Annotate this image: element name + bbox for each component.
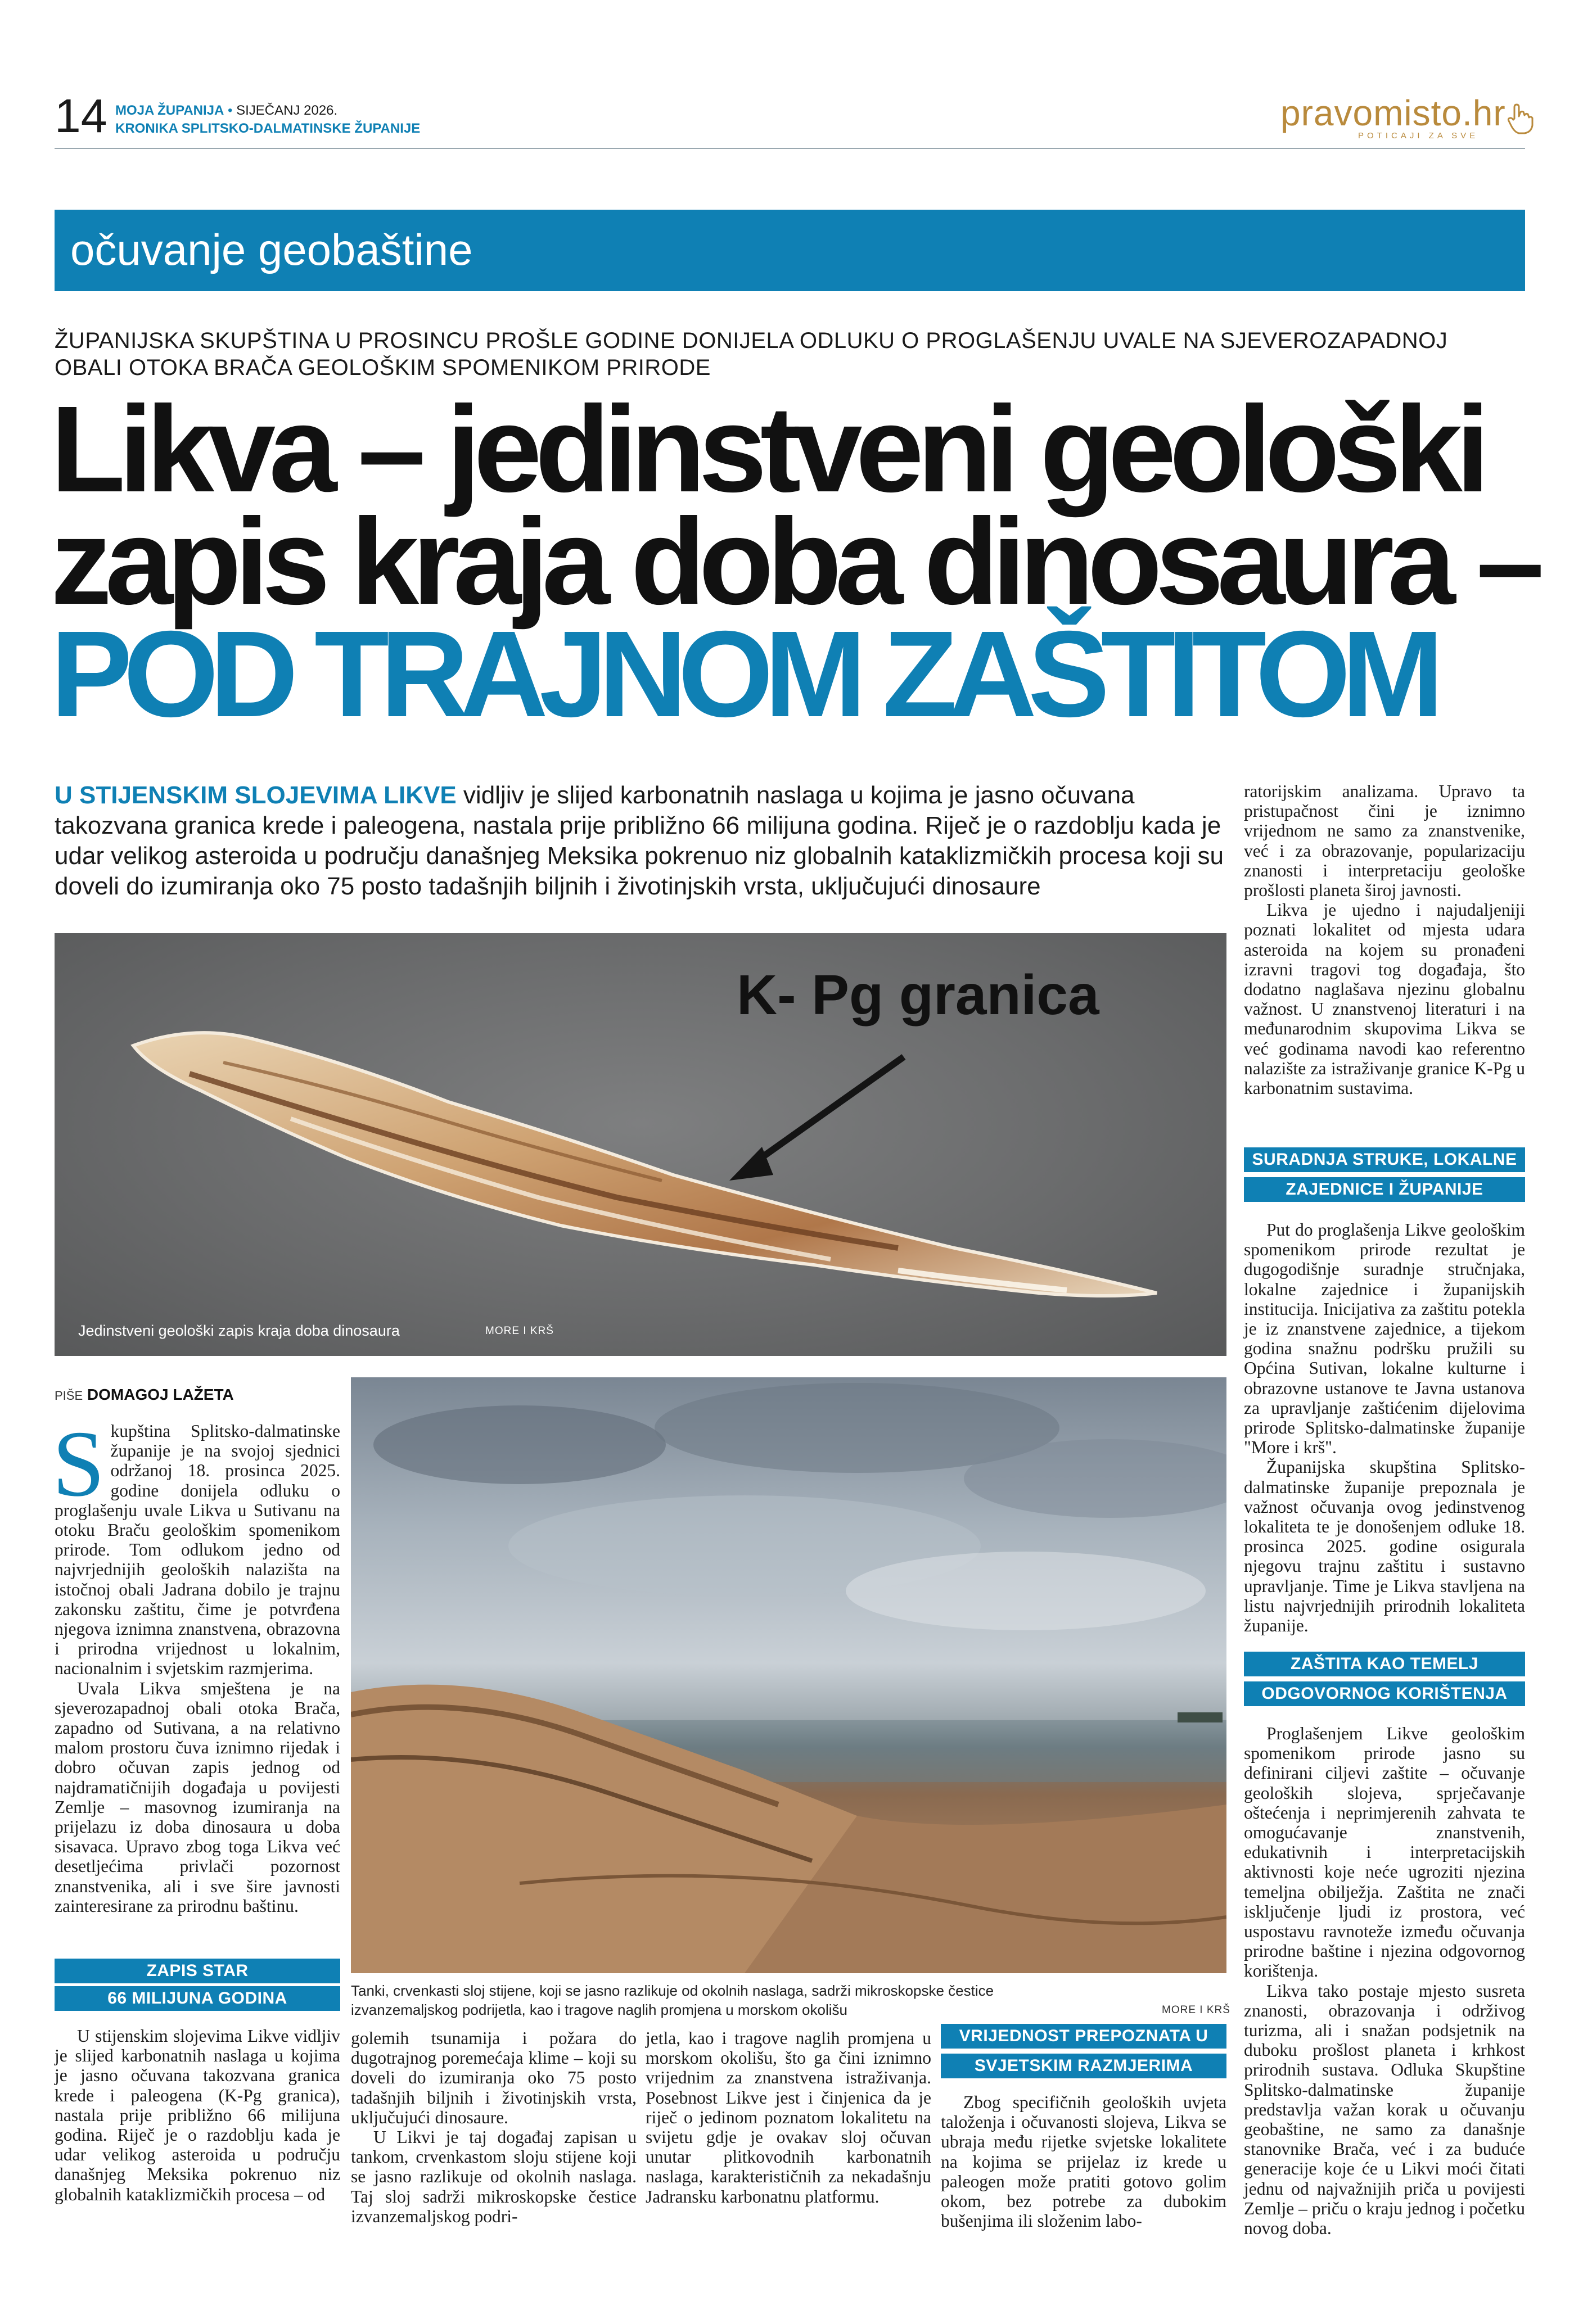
col5-paragraph-1: ratorijskim analizama. Upravo ta pristupačnost čini je iznimno vrijednom ne samo za znanstvenike, već i za obrazovanje, popularizaciju znanosti i interpretaciju geološke prošlosti planeta široj javnosti. xyxy=(1244,781,1525,901)
col5-paragraph-4: Županijska skupština Splitsko-dalmatinske županije prepoznala je važnost očuvanja ovog jedinstvenog lokaliteta te je donošenjem odluke 18. prosinca 2025. godine osigurala njegovu trajnu zaštitu i sustavno upravljanje. Time je Likva stavljena na listu najvrjednijih prirodnih lokaliteta županije. xyxy=(1244,1457,1525,1636)
col4-paragraph-1: Zbog specifičnih geoloških uvjeta taloženja i očuvanosti slojeva, Likva se ubraja među rijetke svjetske lokalitete na kojima se prijelaz iz krede u paleogen može pratiti gotovo golim okom, bez potrebe za dubokim bušenjima ili složenim labo- xyxy=(941,2092,1226,2231)
byline-author: DOMAGOJ LAŽETA xyxy=(87,1386,234,1403)
headline-line-1: Likva – jedinstveni geološki xyxy=(51,381,1483,518)
subhead-zapis-star-2: 66 MILIJUNA GODINA xyxy=(55,1986,340,2011)
subhead-suradnja-2: ZAJEDNICE I ŽUPANIJE xyxy=(1244,1177,1525,1202)
column-1-continued xyxy=(55,2026,340,2204)
header-date: SIJEČANJ 2026. xyxy=(236,103,338,118)
photo2-caption xyxy=(351,1981,1226,2019)
subhead-zastita-1: ZAŠTITA KAO TEMELJ xyxy=(1244,1652,1525,1676)
col5-paragraph-3: Put do proglašenja Likve geološkim spomenikom prirode rezultat je dugogodišnje suradnje stručnjaka, lokalne zajednice i županijskih institucija. Inicijativa za zaštitu potekla je iz znanstvene zajednice, a tijekom godina snažnu podršku pružili su Općina Sutivan, lokalne kulturne i obrazovne ustanove te Javna ustanova za upravljanje zaštićenim dijelovima prirode Splitsko-dalmatinske županije "More i krš". xyxy=(1244,1220,1525,1458)
logo-text: pravomisto.hr xyxy=(1280,93,1506,133)
logo-tagline: POTICAJI ZA SVE xyxy=(1358,131,1479,141)
photo2-credit: MORE I KRŠ xyxy=(1162,2004,1230,2016)
column-2 xyxy=(351,2028,637,2226)
subhead-vrijednost-2: SVJETSKIM RAZMJERIMA xyxy=(941,2054,1226,2078)
headline xyxy=(51,381,1538,743)
page-header xyxy=(55,89,1525,149)
lead-in: U STIJENSKIM SLOJEVIMA LIKVE xyxy=(55,781,457,809)
subhead-zapis-star-1: ZAPIS STAR xyxy=(55,1959,340,1983)
byline-prefix: PIŠE xyxy=(55,1389,83,1403)
col1-paragraph-3: U stijenskim slojevima Likve vidljiv je slijed karbonatnih naslaga u kojima je jasno očuvana takozvana granica krede i paleogena (K-Pg granica), nastala prije približno 66 milijuna godina. Riječ je o razdoblju kada je udar velikog asteroida u području današnjeg Meksika pokrenuo niz globalnih kataklizmičkih procesa – od xyxy=(55,2026,340,2204)
header-meta xyxy=(115,103,337,119)
header-subsection: KRONIKA SPLITSKO-DALMATINSKE ŽUPANIJE xyxy=(115,121,421,136)
coast-illustration xyxy=(351,1377,1226,1973)
column-4 xyxy=(941,2092,1226,2231)
headline-line-2: zapis kraja doba dinosaura – xyxy=(51,494,1538,630)
headline-line-3: POD TRAJNOM ZAŠTITOM xyxy=(51,606,1435,743)
header-rule xyxy=(55,148,1525,149)
photo1-caption: Jedinstveni geološki zapis kraja doba dinosaura xyxy=(78,1322,400,1339)
col1-paragraph-2: Uvala Likva smještena je na sjeverozapadnoj obali otoka Brača, zapadno od Sutivana, a na relativno malom prostoru čuva iznimno rijedak i dobro očuvan zapis jednog od najdramatičnijih događaja u povijesti Zemlje – masovnog izumiranja na prijelazu iz doba dinosaura u doba sisavaca. Upravo zbog toga Likva već desetljećima privlači pozornost znanstvenika, ali i sve šire javnosti zainteresirane za prirodnu baštinu. xyxy=(55,1678,340,1916)
photo2-caption-line-2: izvanzemaljskog podrijetla, kao i tragove naglih promjena u morskom okolišu xyxy=(351,2001,847,2018)
hand-pointer-icon xyxy=(1507,103,1534,134)
subhead-zastita-2: ODGOVORNOG KORIŠTENJA xyxy=(1244,1681,1525,1706)
header-dot: • xyxy=(228,103,233,118)
photo1-credit: MORE I KRŠ xyxy=(485,1325,554,1337)
col2-paragraph-2: U Likvi je taj događaj zapisan u tankom, crvenkastom sloju stijene koji se jasno razlikuje od okolnih naslaga. Taj sloj sadrži mikroskopske čestice izvanzemaljskog podri- xyxy=(351,2127,637,2226)
column-5-top xyxy=(1244,781,1525,1098)
section-title: očuvanje geobaštine xyxy=(70,225,473,274)
kpg-label: K- Pg granica xyxy=(737,964,1099,1027)
kicker: ŽUPANIJSKA SKUPŠTINA U PROSINCU PROŠLE GODINE DONIJELA ODLUKU O PROGLAŠENJU UVALE NA SJEVEROZAPADNOJ OBALI OTOKA BRAČA GEOLOŠKIM SPOMENIKOM PRIRODE xyxy=(55,328,1448,380)
photo-likva-coast xyxy=(351,1377,1226,1973)
drop-cap: S xyxy=(52,1412,105,1516)
col2-paragraph-1: golemih tsunamija i požara do dugotrajnog poremećaja klime – koji su doveli do izumiranja oko 75 posto tadašnjih biljnih i životinjskih vrsta, uključujući dinosaure. xyxy=(351,2028,637,2127)
col5-paragraph-6: Likva tako postaje mjesto susreta znanosti, obrazovanja i održivog turizma, ali i snažan podsjetnik na duboku prošlost planeta i krhkost prirodnih sustava. Odluka Skupštine Splitsko-dalmatinske županije predstavlja važan korak u očuvanju geobaštine, ne samo za današnje stanovnike Brača, već i za buduće generacije koje će u Likvi moći čitati jednu od najvažnijih priča u povijesti Zemlje – priču o kraju jednog i početku novog doba. xyxy=(1244,1981,1525,2239)
lead-text: vidljiv je slijed karbonatnih naslaga u kojima je jasno očuvana takozvana granica krede i paleogena, nastala prije približno 66 milijuna godina. Riječ je o razdoblju kada je udar velikog asteroida u području današnjeg Meksika pokrenuo niz globalnih kataklizmičkih procesa koji su doveli do izumiranja oko 75 posto tadašnjih biljnih i životinjskih vrsta, uključujući dinosaure xyxy=(55,781,1224,900)
byline xyxy=(55,1385,234,1405)
column-1 xyxy=(52,1412,340,1916)
column-5-bottom xyxy=(1244,1724,1525,2238)
header-section: MOJA ŽUPANIJA xyxy=(115,103,224,118)
pravomisto-logo[interactable] xyxy=(1280,93,1528,149)
lead-paragraph xyxy=(55,780,1225,902)
photo-kpg-boundary xyxy=(55,933,1226,1356)
col5-paragraph-2: Likva je ujedno i najudaljeniji poznati lokalitet od mjesta udara asteroida na kojem su pronađeni izravni tragovi tog događaja, što dodatno naglašava njezinu globalnu važnost. U znanstvenoj literaturi i na međunarodnim skupovima Likva se već godinama navodi kao referentno nalazište za istraživanje granice K-Pg u karbonatnim sustavima. xyxy=(1244,900,1525,1098)
col3-paragraph-1: jetla, kao i tragove naglih promjena u morskom okolišu, što ga čini iznimno vrijednim za znanstvena istraživanja. Posebnost Likve jest i činjenica da je riječ o jedinom poznatom lokalitetu na svijetu gdje je ovakav sloj očuvan unutar plitkovodnih karbonatnih naslaga, karakterističnih za nekadašnju Jadransku karbonatnu platformu. xyxy=(646,2028,931,2207)
subhead-suradnja-1: SURADNJA STRUKE, LOKALNE xyxy=(1244,1147,1525,1172)
section-bar xyxy=(55,210,1525,291)
col5-paragraph-5: Proglašenjem Likve geološkim spomenikom prirode jasno su definirani ciljevi zaštite – očuvanje geoloških slojeva, sprječavanje oštećenja i neprimjerenih zahvata te omogućavanje znanstvenih, edukativnih i interpretacijskih aktivnosti koje neće ugroziti njezina temeljna obilježja. Zaštita ne znači isključenje ljudi iz prostora, već uspostavu ravnoteže između očuvanja prirodne baštine i njezina odgovornog korištenja. xyxy=(1244,1724,1525,1981)
photo2-caption-line-1: Tanki, crvenkasti sloj stijene, koji se jasno razlikuje od okolnih naslaga, sadrži mikroskopske čestice xyxy=(351,1982,994,1999)
column-5-middle xyxy=(1244,1220,1525,1635)
subhead-vrijednost-1: VRIJEDNOST PREPOZNATA U xyxy=(941,2024,1226,2049)
page-number: 14 xyxy=(55,89,107,142)
col1-paragraph-1: kupština Splitsko-dalmatinske županije je na svojoj sjednici održanoj 18. prosinca 2025. godine donijela odluku o proglašenju uvale Likva u Sutivanu na otoku Braču geološkim spomenikom prirode. Tom odlukom jedno od najvrjednijih geoloških nalazišta na istočnoj obali Jadrana dobilo je trajnu zakonsku zaštitu, čime je potvrđena njegova iznimna znanstvena, obrazovna i prirodna vrijednost u lokalnim, nacionalnim i svjetskim razmjerima. xyxy=(55,1421,340,1679)
column-3 xyxy=(646,2028,931,2207)
